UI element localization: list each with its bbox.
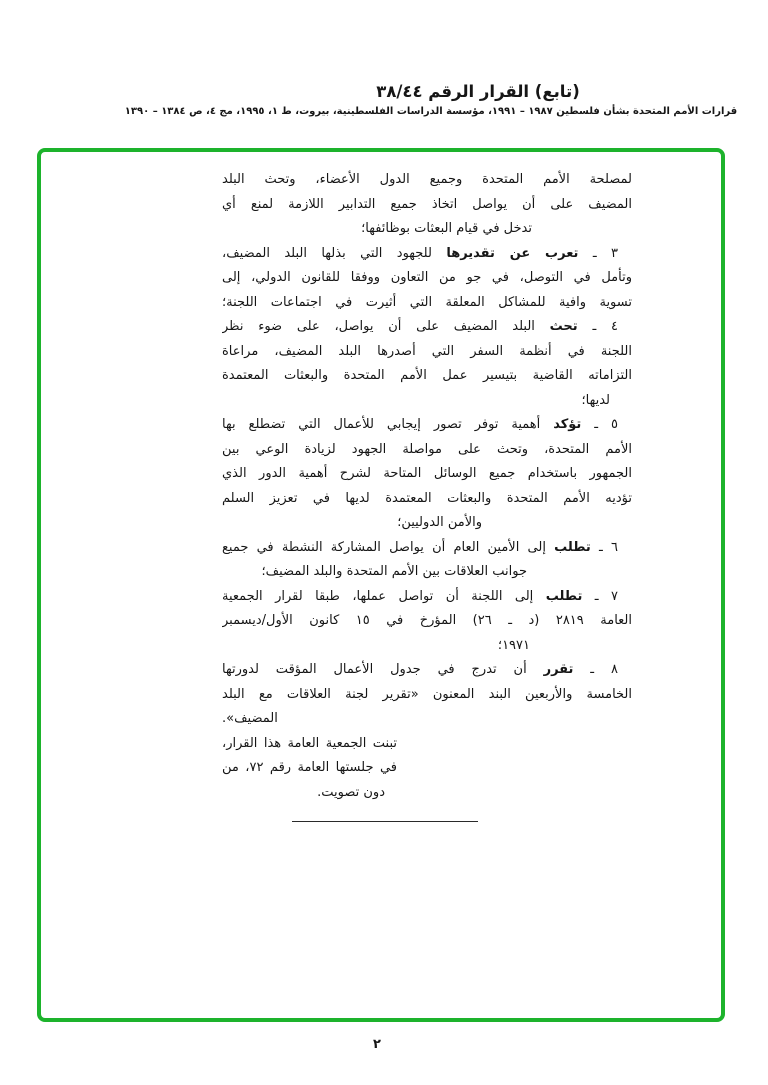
item-6 bbox=[222, 536, 632, 585]
item-5 bbox=[222, 413, 632, 536]
closing-note bbox=[222, 732, 397, 806]
text-line: تسوية وافية للمشاكل المعلقة التي أثيرت في اجتماعات اللجنة؛ bbox=[222, 294, 632, 310]
text-line: الأمم المتحدة، وتحث على مواصلة الجهود لزيادة الوعي بين bbox=[222, 441, 632, 457]
text-line: ٦ ـ تطلب إلى الأمين العام أن يواصل المشاركة النشطة في جميع bbox=[222, 539, 618, 555]
item-8 bbox=[222, 658, 632, 732]
para-continuation bbox=[222, 168, 632, 242]
source-citation: قرارات الأمم المتحدة بشأن فلسطين ١٩٨٧ – ١٩٩١، مؤسسة الدراسات الفلسطينية، بيروت، ط ١، ١٩٩٥، مج ٤، ص ١٣٨٤ – ١٣٩٠ bbox=[124, 106, 738, 117]
text-line: لديها؛ bbox=[581, 392, 610, 408]
text-line: تدخل في قيام البعثات بوظائفها؛ bbox=[361, 221, 532, 236]
text-line: لمصلحة الأمم المتحدة وجميع الدول الأعضاء، وتحث البلد bbox=[222, 172, 632, 187]
text-line: المضيف على أن يواصل اتخاذ جميع التدابير اللازمة لمنع أي bbox=[222, 196, 632, 212]
text-line: وتأمل في التوصل، في جو من التعاون ووفقا للقانون الدولي، إلى bbox=[222, 270, 632, 285]
page-number: ٢ bbox=[373, 1037, 381, 1052]
text-line: العامة ٢٨١٩ (د ـ ٢٦) المؤرخ في ١٥ كانون الأول/ديسمبر bbox=[222, 613, 632, 628]
text-line: ٨ ـ تقرر أن تدرج في جدول الأعمال المؤقت لدورتها bbox=[222, 662, 618, 677]
text-line: الجمهور باستخدام جميع الوسائل المتاحة لشرح أهمية الدور الذي bbox=[222, 466, 632, 481]
page-title: (تابع) القرار الرقم ٣٨/٤٤ bbox=[376, 82, 580, 101]
text-line: ١٩٧١؛ bbox=[497, 637, 530, 653]
closing-divider bbox=[292, 821, 478, 822]
text-line: في جلستها العامة رقم ٧٢، من bbox=[222, 760, 397, 775]
text-line: تبنت الجمعية العامة هذا القرار، bbox=[222, 735, 397, 751]
body-text bbox=[222, 168, 632, 822]
text-line: تؤديه الأمم المتحدة والبعثات المعتمدة لديها في تعزيز السلم bbox=[222, 490, 632, 506]
text-line: ٥ ـ تؤكد أهمية توفر تصور إيجابي للأعمال التي تضطلع بها bbox=[222, 417, 619, 432]
text-line: ٤ ـ تحث البلد المضيف على أن يواصل، على ضوء نظر bbox=[222, 319, 618, 334]
text-line: اللجنة في أنظمة السفر التي أصدرها البلد المضيف، مراعاة bbox=[222, 343, 632, 359]
text-line: دون تصويت. bbox=[317, 784, 385, 800]
text-line: الخامسة والأربعين البند المعنون «تقرير لجنة العلاقات مع البلد bbox=[222, 686, 632, 702]
item-3 bbox=[222, 242, 632, 316]
text-line: والأمن الدوليين؛ bbox=[397, 515, 482, 530]
text-line: التزاماته القاضية بتيسير عمل الأمم المتحدة والبعثات المعتمدة bbox=[222, 368, 632, 383]
text-line: ٧ ـ تطلب إلى اللجنة أن تواصل عملها، طبقا لقرار الجمعية bbox=[222, 588, 618, 604]
text-line: جوانب العلاقات بين الأمم المتحدة والبلد المضيف؛ bbox=[261, 564, 527, 579]
item-4 bbox=[222, 315, 632, 413]
text-line: ٣ ـ تعرب عن تقديرها للجهود التي بذلها البلد المضيف، bbox=[222, 245, 618, 261]
text-line: المضيف». bbox=[222, 711, 278, 726]
item-7 bbox=[222, 585, 632, 659]
